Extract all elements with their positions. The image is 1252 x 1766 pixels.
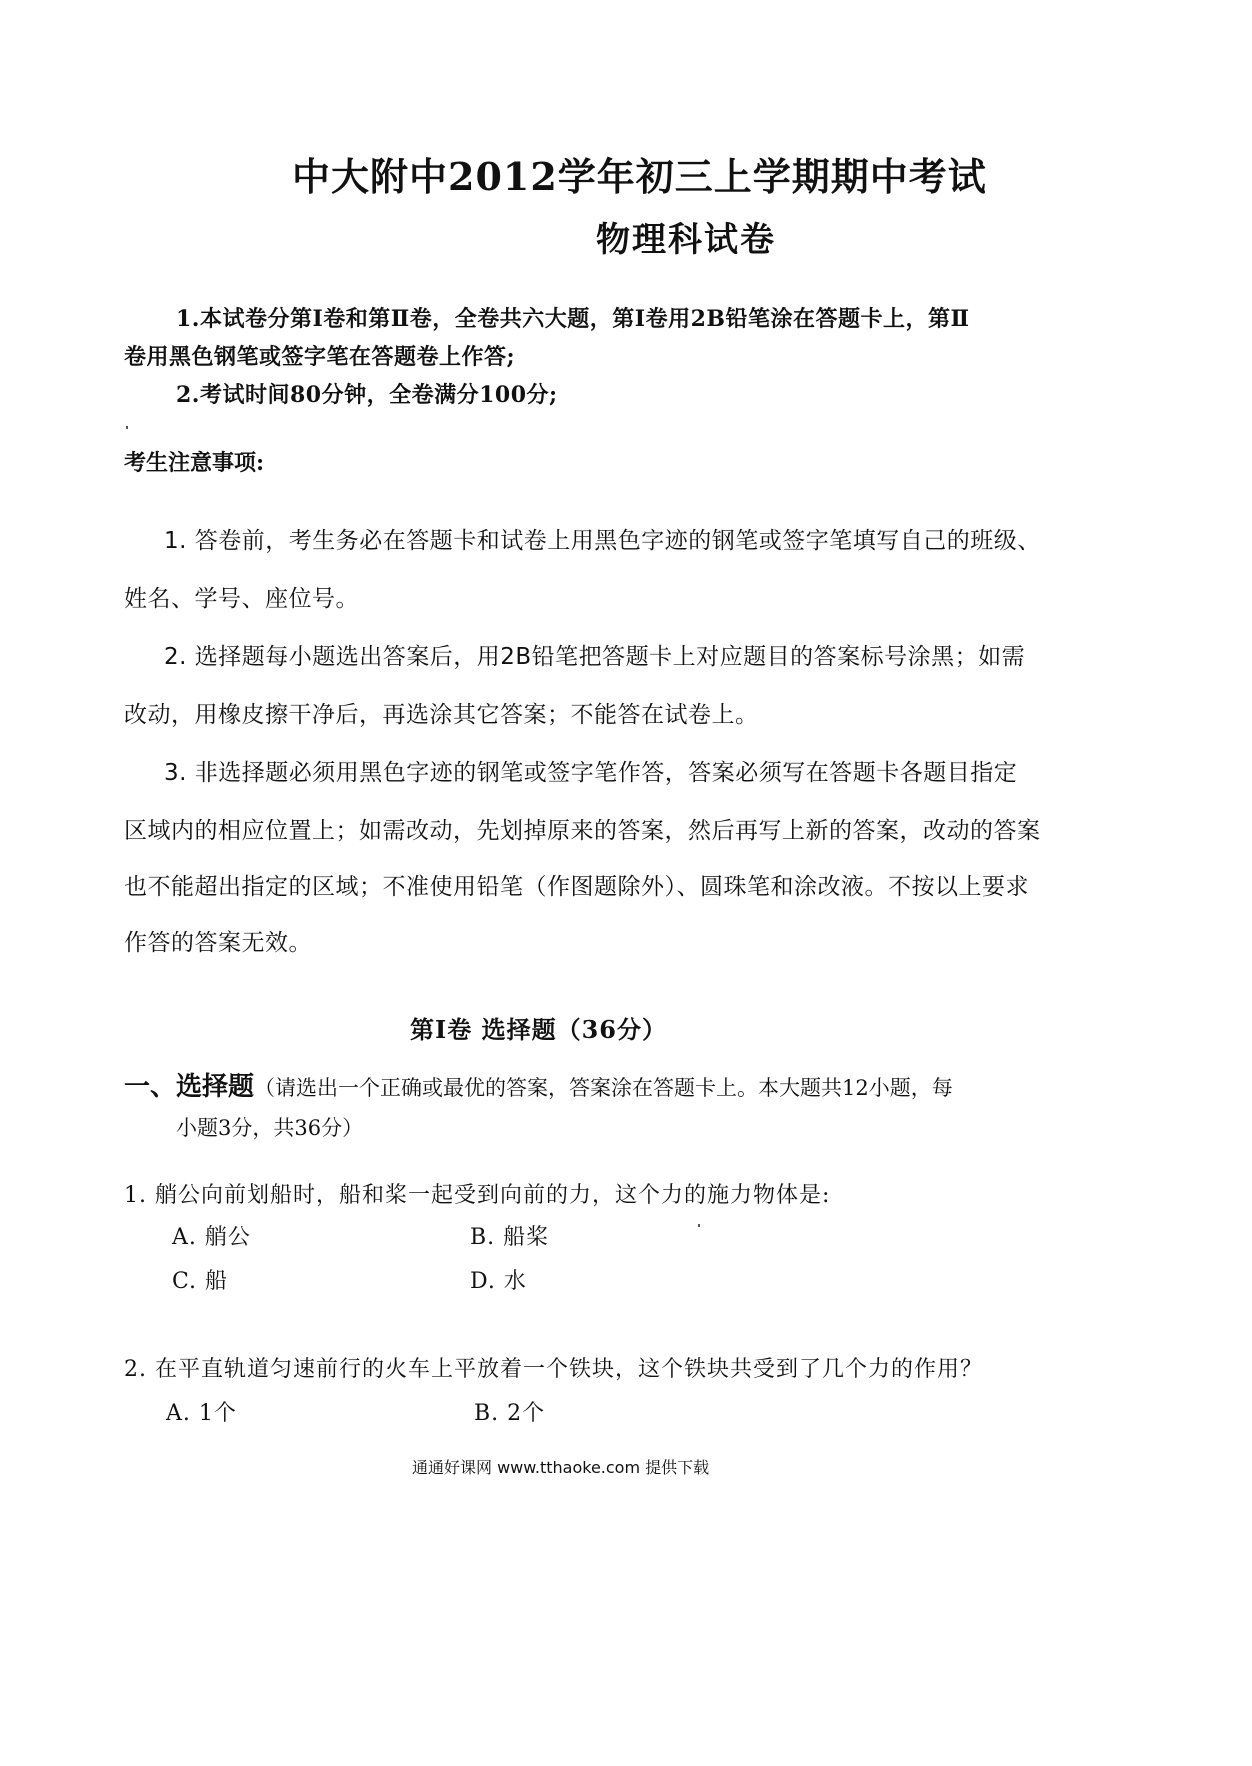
question-2-stem: 2. 在平直轨道匀速前行的火车上平放着一个铁块，这个铁块共受到了几个力的作用？ [124,1357,983,1382]
note-3-line-2: 区域内的相应位置上；如需改动，先划掉原来的答案，然后再写上新的答案，改动的答案 [124,818,1041,844]
question-1-option-c: C. 船 [172,1269,229,1294]
part-description-2: 小题3分，共36分） [176,1116,364,1140]
question-1-option-d: D. 水 [470,1269,527,1294]
exam-title: 中大附中2012学年初三上学期期中考试 [292,154,987,199]
part-description-1: （请选出一个正确或最优的答案，答案涂在答题卡上。本大题共12小题，每 [254,1076,953,1100]
question-1-option-b: B. 船桨 [470,1225,550,1250]
part-name: 选择题 [176,1072,255,1102]
notes-heading: 考生注意事项: [124,450,265,476]
exam-subtitle: 物理科试卷 [596,220,776,260]
instruction-line-2: 卷用黑色钢笔或签字笔在答题卷上作答; [124,344,516,370]
question-2-option-a: A. 1个 [166,1401,237,1426]
part-prefix: 一、 [124,1072,177,1102]
note-1-line-1: 1. 答卷前，考生务必在答题卡和试卷上用黑色字迹的钢笔或签字笔填写自己的班级、 [164,528,1041,554]
scan-speck [698,1224,700,1227]
part-heading [124,1066,953,1103]
note-1-line-2: 姓名、学号、座位号。 [124,586,359,612]
note-2-line-1: 2. 选择题每小题选出答案后，用2B铅笔把答题卡上对应题目的答案标号涂黑；如需 [164,644,1026,670]
instruction-line-3: 2.考试时间80分钟，全卷满分100分; [176,382,558,408]
scan-speck [126,426,128,429]
footer-source: 通通好课网 www.tthaoke.com 提供下载 [412,1458,710,1477]
question-1-option-a: A. 艄公 [172,1225,251,1250]
section-title: 第Ⅰ卷 选择题（36分） [410,1015,667,1044]
instruction-line-1: 1.本试卷分第Ⅰ卷和第Ⅱ卷，全卷共六大题，第Ⅰ卷用2B铅笔涂在答题卡上，第Ⅱ [176,306,970,332]
note-2-line-2: 改动，用橡皮擦干净后，再选涂其它答案；不能答在试卷上。 [124,702,759,728]
question-2-option-b: B. 2个 [474,1401,546,1426]
note-3-line-3: 也不能超出指定的区域；不准使用铅笔（作图题除外）、圆珠笔和涂改液。不按以上要求 [124,874,1029,900]
note-3-line-4: 作答的答案无效。 [124,930,312,956]
question-1-stem: 1. 艄公向前划船时，船和桨一起受到向前的力，这个力的施力物体是: [124,1183,831,1208]
note-3-line-1: 3. 非选择题必须用黑色字迹的钢笔或签字笔作答，答案必须写在答题卡各题目指定 [164,760,1018,786]
